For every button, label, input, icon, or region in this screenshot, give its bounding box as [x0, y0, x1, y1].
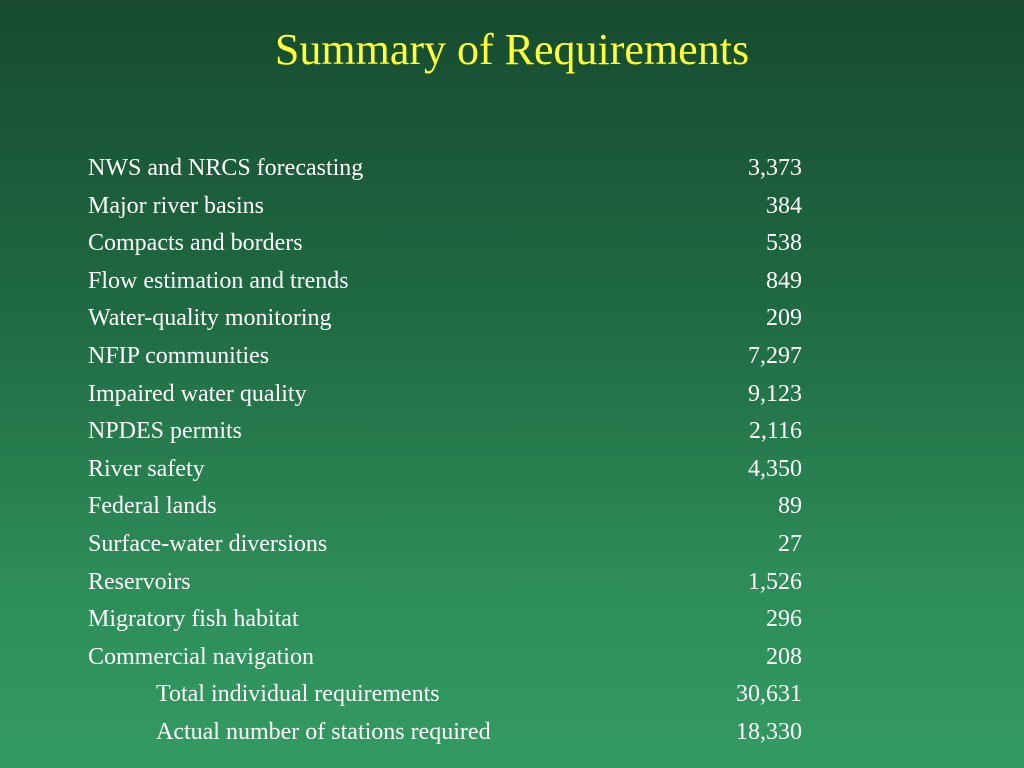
requirement-label: Commercial navigation [88, 643, 314, 670]
requirement-label: NFIP communities [88, 342, 270, 369]
requirement-label: Reservoirs [88, 568, 191, 595]
requirement-label: NWS and NRCS forecasting [88, 155, 364, 181]
requirement-value: 7,297 [748, 342, 802, 369]
requirement-value: 4,350 [748, 455, 802, 482]
requirement-label: Compacts and borders [88, 230, 303, 257]
requirement-row [88, 526, 802, 564]
requirement-row [88, 263, 802, 301]
total-value: 30,631 [736, 681, 802, 708]
requirements-table [88, 150, 802, 752]
requirement-value: 3,373 [748, 155, 802, 181]
stations-value: 18,330 [736, 718, 802, 745]
requirement-value: 209 [766, 305, 802, 332]
requirement-value: 849 [766, 267, 802, 294]
requirement-row [88, 601, 802, 639]
requirement-value: 296 [766, 606, 802, 633]
requirement-label: Major river basins [88, 192, 264, 219]
requirement-value: 9,123 [748, 380, 802, 407]
requirement-value: 1,526 [748, 568, 802, 595]
requirement-value: 384 [766, 192, 802, 219]
requirement-label: NPDES permits [88, 418, 243, 445]
requirement-row [88, 413, 802, 451]
slide-title: Summary of Requirements [274, 25, 750, 74]
requirement-row [88, 564, 802, 602]
requirement-label: Water-quality monitoring [88, 305, 332, 332]
requirement-row [88, 488, 802, 526]
requirement-label: Federal lands [88, 493, 217, 520]
requirement-value: 89 [778, 493, 802, 520]
requirement-value: 208 [766, 643, 802, 670]
requirement-label: River safety [88, 455, 205, 482]
requirement-row [88, 188, 802, 226]
total-label: Total individual requirements [156, 681, 440, 708]
requirement-label: Flow estimation and trends [88, 267, 349, 294]
requirement-label: Impaired water quality [88, 380, 307, 407]
requirement-row [88, 338, 802, 376]
requirement-label: Migratory fish habitat [88, 606, 299, 633]
stations-label: Actual number of stations required [156, 718, 491, 745]
requirement-value: 27 [778, 530, 802, 557]
requirement-label: Surface-water diversions [88, 530, 328, 557]
requirement-value: 538 [766, 230, 802, 257]
requirement-row [88, 300, 802, 338]
total-row [88, 676, 802, 714]
requirement-row [88, 639, 802, 677]
requirement-row [88, 451, 802, 489]
requirement-value: 2,116 [748, 418, 802, 445]
requirement-row [88, 150, 802, 188]
stations-row [88, 714, 802, 752]
requirement-row [88, 376, 802, 414]
requirement-row [88, 225, 802, 263]
